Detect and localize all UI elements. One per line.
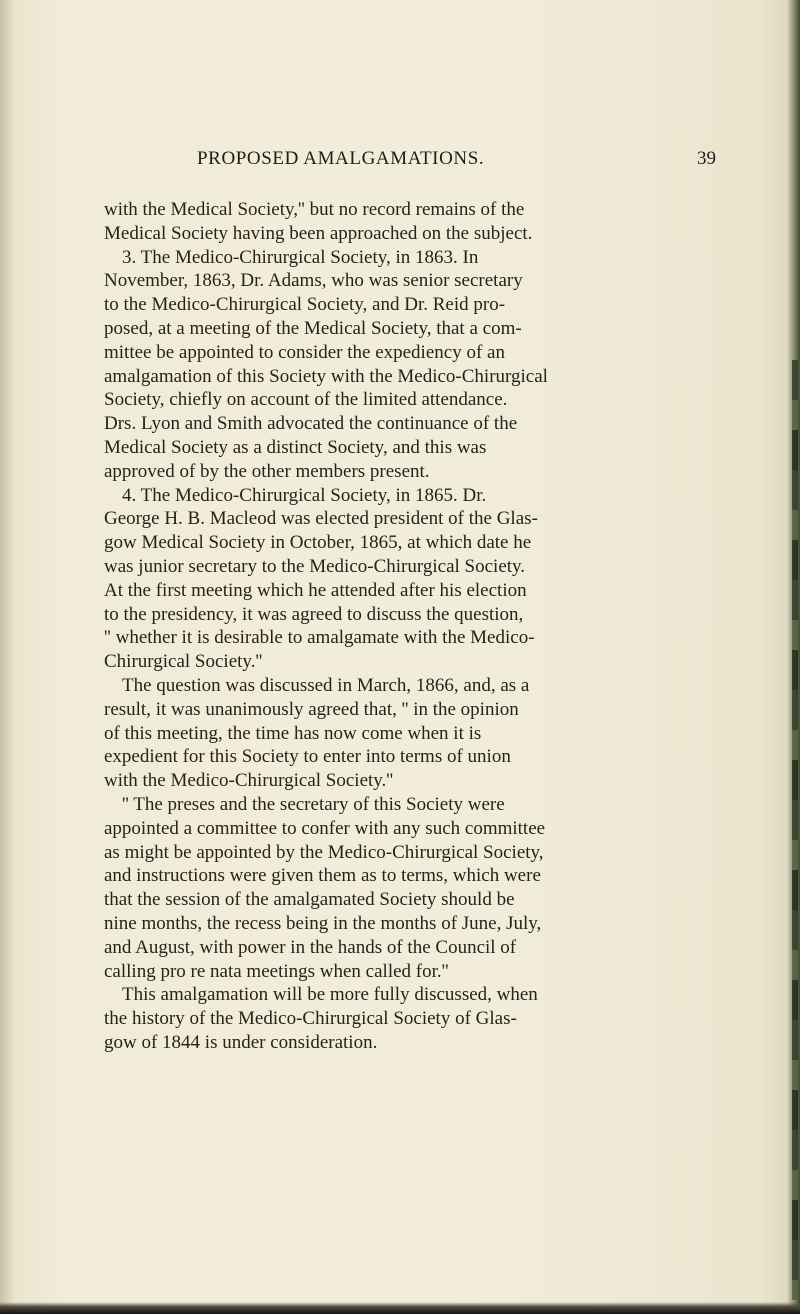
page-gutter-shadow <box>0 0 14 1314</box>
text-line: mittee be appointed to consider the expediency of an <box>104 341 505 363</box>
page-edge-bottom <box>0 1302 800 1314</box>
text-line: to the presidency, it was agreed to discuss the question, <box>104 603 524 625</box>
text-line: appointed a committee to confer with any such committee <box>104 817 546 839</box>
text-line: At the first meeting which he attended after his election <box>104 579 527 601</box>
text-line: approved of by the other members present. <box>104 460 430 482</box>
text-line: '' whether it is desirable to amalgamate with the Medico- <box>104 627 535 649</box>
text-line: and instructions were given them as to terms, which were <box>104 865 541 887</box>
text-line: with the Medico-Chirurgical Society.'' <box>104 770 394 792</box>
text-line: calling pro re nata meetings when called for.'' <box>104 960 449 982</box>
body-text <box>104 198 716 1055</box>
text-line: Chirurgical Society.'' <box>104 651 263 673</box>
text-line: George H. B. Macleod was elected president of the Glas- <box>104 508 538 530</box>
page-number: 39 <box>697 148 716 169</box>
running-title: PROPOSED AMALGAMATIONS. <box>197 148 485 169</box>
text-line: November, 1863, Dr. Adams, who was senior secretary <box>104 270 523 292</box>
text-line: The question was discussed in March, 1866, and, as a <box>122 674 530 696</box>
text-line: Drs. Lyon and Smith advocated the continuance of the <box>104 413 518 435</box>
text-line: expedient for this Society to enter into terms of union <box>104 746 511 768</box>
text-line: posed, at a meeting of the Medical Society, that a com- <box>104 317 522 339</box>
text-line: This amalgamation will be more fully discussed, when <box>122 984 538 1006</box>
text-line: amalgamation of this Society with the Medico-Chirurgical <box>104 365 548 387</box>
text-line: '' The preses and the secretary of this Society were <box>122 793 505 815</box>
text-line: Medical Society as a distinct Society, and this was <box>104 436 487 458</box>
text-line: as might be appointed by the Medico-Chirurgical Society, <box>104 841 544 863</box>
text-line: Medical Society having been approached on the subject. <box>104 222 533 244</box>
text-line: Society, chiefly on account of the limited attendance. <box>104 389 508 411</box>
page-edge-right <box>786 0 800 1314</box>
text-line: that the session of the amalgamated Society should be <box>104 889 515 911</box>
text-line: to the Medico-Chirurgical Society, and Dr. Reid pro- <box>104 294 506 316</box>
text-line: and August, with power in the hands of the Council of <box>104 936 517 958</box>
text-line: 4. The Medico-Chirurgical Society, in 1865. Dr. <box>122 484 487 506</box>
text-line: was junior secretary to the Medico-Chirurgical Society. <box>104 555 526 577</box>
text-line: gow of 1844 is under consideration. <box>104 1031 378 1053</box>
text-line: the history of the Medico-Chirurgical Society of Glas- <box>104 1008 517 1030</box>
page-edge-strip <box>792 360 798 1300</box>
text-line: of this meeting, the time has now come when it is <box>104 722 482 744</box>
text-line: 3. The Medico-Chirurgical Society, in 1863. In <box>122 246 479 268</box>
text-line: gow Medical Society in October, 1865, at which date he <box>104 532 532 554</box>
text-line: result, it was unanimously agreed that, '' in the opinion <box>104 698 519 720</box>
running-head <box>90 148 730 176</box>
text-line: nine months, the recess being in the months of June, July, <box>104 912 542 934</box>
text-line: with the Medical Society,'' but no record remains of the <box>104 199 525 220</box>
